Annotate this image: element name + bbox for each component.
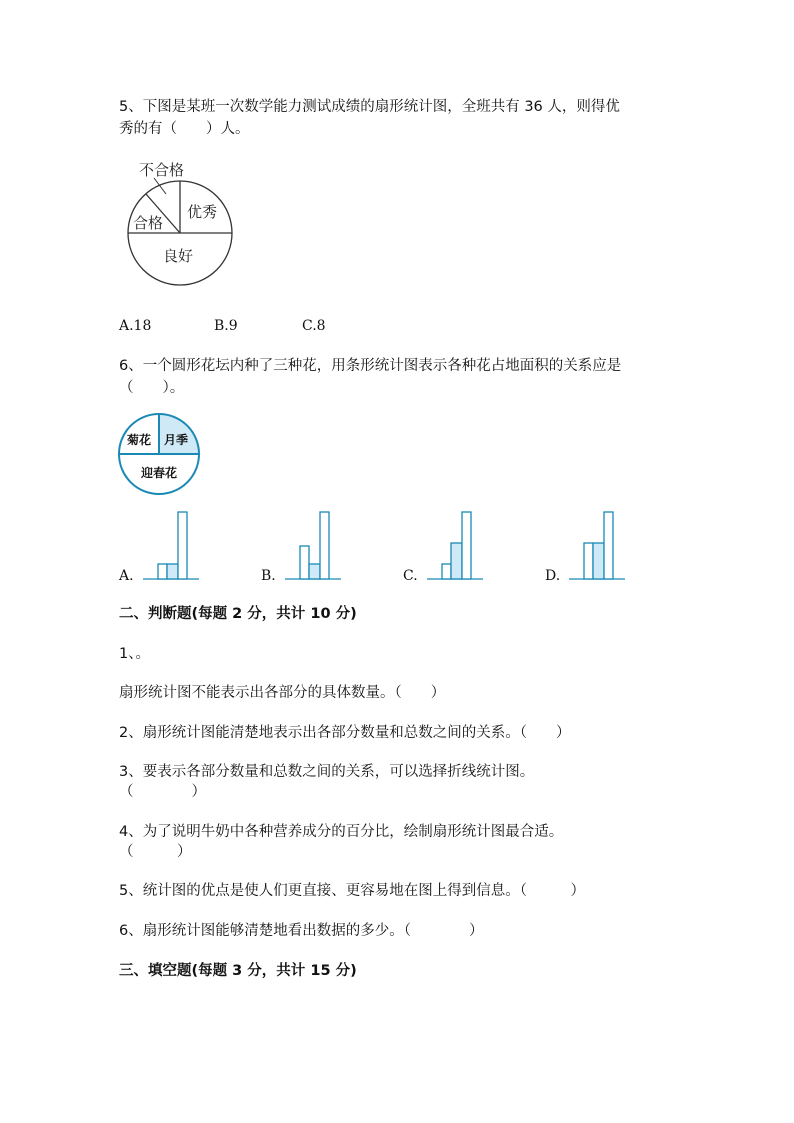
judgment-item-3: 3、要表示各部分数量和总数之间的关系，可以选择折线统计图。 <box>119 764 535 780</box>
question-5-pie-chart <box>120 158 240 288</box>
q6-option-b-bars <box>285 509 345 581</box>
pie2-label-chrysanthemum: 菊花 <box>127 433 152 447</box>
question-5-text-line1: 5、下图是某班一次数学能力测试成绩的扇形统计图，全班共有 36 人，则得优 <box>119 99 620 115</box>
judgment-item-4-blank: （ ） <box>119 844 192 860</box>
q6-option-c-label: C. <box>403 568 418 584</box>
question-6-text-line2: （ ）。 <box>119 380 185 396</box>
q6-option-a-label: A. <box>119 568 134 584</box>
judgment-item-4: 4、为了说明牛奶中各种营养成分的百分比，绘制扇形统计图最合适。 <box>119 824 564 840</box>
question-6-text-line1: 6、一个圆形花坛内种了三种花，用条形统计图表示各种花占地面积的关系应是 <box>119 358 622 374</box>
q5-option-a: A.18 <box>119 318 152 334</box>
q6-option-b-label: B. <box>261 568 276 584</box>
q6-option-d-label: D. <box>545 568 561 584</box>
section-3-heading: 三、填空题(每题 3 分，共计 15 分) <box>119 963 357 979</box>
pie2-label-rose: 月季 <box>164 433 189 447</box>
judgment-item-1: 1、。 <box>119 646 150 662</box>
pie-label-fail: 不合格 <box>139 161 185 179</box>
judgment-item-2: 2、扇形统计图能清楚地表示出各部分数量和总数之间的关系。（ ） <box>119 725 571 741</box>
q5-option-c: C.8 <box>302 318 326 334</box>
q6-option-c-bars <box>427 509 487 581</box>
pie-label-pass: 合格 <box>133 214 164 232</box>
pie-label-excellent: 优秀 <box>187 203 218 221</box>
judgment-item-6: 6、扇形统计图能够清楚地看出数据的多少。（ ） <box>119 923 484 939</box>
question-6-pie-chart <box>118 413 202 497</box>
q6-option-d-bars <box>569 509 629 581</box>
judgment-item-5: 5、统计图的优点是使人们更直接、更容易地在图上得到信息。（ ） <box>119 883 585 899</box>
question-5-text-line2: 秀的有（ ）人。 <box>119 121 250 137</box>
judgment-item-1-statement: 扇形统计图不能表示出各部分的具体数量。（ ） <box>119 685 446 701</box>
pie-label-good: 良好 <box>163 247 194 265</box>
q5-option-b: B.9 <box>214 318 238 334</box>
section-2-heading: 二、判断题(每题 2 分，共计 10 分) <box>119 606 357 622</box>
q6-option-a-bars <box>143 509 203 581</box>
judgment-item-3-blank: （ ） <box>119 784 206 800</box>
pie2-label-winter-jasmine: 迎春花 <box>141 466 178 480</box>
